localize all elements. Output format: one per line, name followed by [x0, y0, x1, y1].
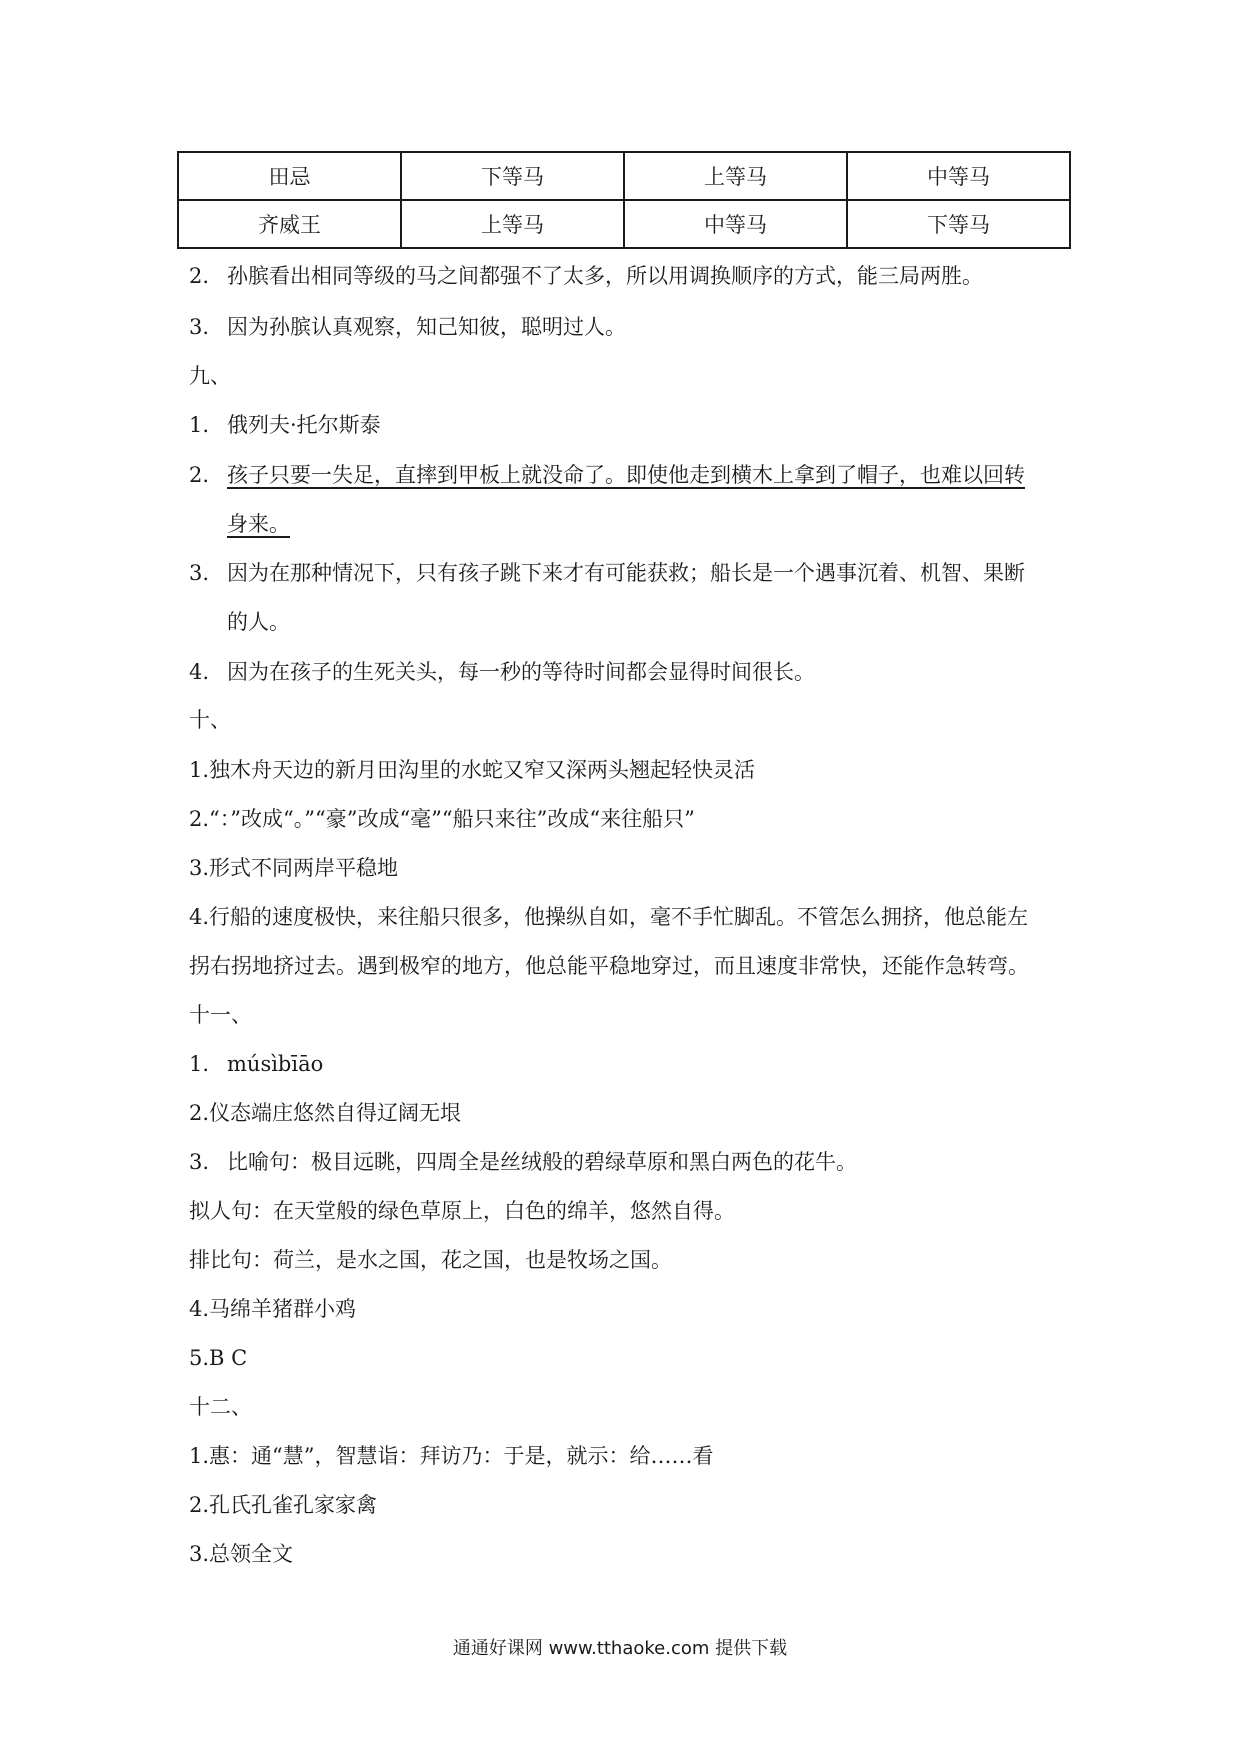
answer-text: 因为孙膑认真观察，知己知彼，聪明过人。 [227, 315, 626, 339]
item-number: 3. [189, 315, 210, 339]
answer-line: 4.马绵羊猪群小鸡 [189, 1297, 357, 1321]
item-number: 1. [189, 1052, 210, 1076]
answer-line: 5.B C [189, 1346, 248, 1370]
table-cell: 齐威王 [178, 200, 401, 248]
answer-line: 3.形式不同两岸平稳地 [189, 856, 399, 880]
page-footer: 通通好课网 www.tthaoke.com 提供下载 [452, 1638, 788, 1659]
answer-text: 因为在孩子的生死关头，每一秒的等待时间都会显得时间很长。 [227, 660, 815, 684]
answer-text: músìbīāo [227, 1052, 324, 1076]
section-heading: 十、 [189, 708, 231, 732]
answer-text: 孙膑看出相同等级的马之间都强不了太多，所以用调换顺序的方式，能三局两胜。 [227, 264, 983, 288]
item-number: 1. [189, 413, 210, 437]
item-number: 2. [189, 264, 210, 288]
answer-line: 2.仪态端庄悠然自得辽阔无垠 [189, 1101, 462, 1125]
item-number: 2. [189, 463, 210, 487]
answer-line: 1.独木舟天边的新月田沟里的水蛇又窄又深两头翘起轻快灵活 [189, 758, 756, 782]
horse-race-table [177, 151, 1071, 249]
table-cell: 田忌 [178, 152, 401, 200]
answer-line [189, 262, 983, 290]
answer-line: 3.总领全文 [189, 1542, 294, 1566]
section-heading: 十一、 [189, 1003, 252, 1027]
answer-line [189, 411, 381, 439]
answer-line [189, 1148, 857, 1176]
answer-line [189, 559, 1025, 587]
table-row [178, 200, 1070, 248]
table-cell: 下等马 [847, 200, 1070, 248]
answer-line: 4.行船的速度极快，来往船只很多，他操纵自如，毫不手忙脚乱。不管怎么拥挤，他总能左 [189, 905, 1029, 929]
section-heading: 十二、 [189, 1395, 252, 1419]
answer-line: 2.“：”改成“。”“豪”改成“毫”“船只来往”改成“来往船只” [189, 807, 695, 831]
answer-line [189, 461, 1025, 489]
answer-line: 拐右拐地挤过去。遇到极窄的地方，他总能平稳地穿过，而且速度非常快，还能作急转弯。 [189, 954, 1029, 978]
answer-line [189, 313, 626, 341]
answer-line: 2.孔氏孔雀孔家家禽 [189, 1493, 378, 1517]
item-number: 3. [189, 1150, 210, 1174]
answer-text: 俄列夫·托尔斯泰 [227, 413, 381, 437]
table-cell: 中等马 [847, 152, 1070, 200]
answer-line [189, 658, 815, 686]
answer-line: 1.惠：通“慧”，智慧诣：拜访乃：于是，就示：给……看 [189, 1444, 714, 1468]
answer-line [189, 1050, 323, 1078]
table-cell: 下等马 [401, 152, 624, 200]
table-cell: 上等马 [401, 200, 624, 248]
underlined-answer-text: 身来。 [227, 512, 290, 536]
table-row [178, 152, 1070, 200]
answer-text: 因为在那种情况下，只有孩子跳下来才有可能获救；船长是一个遇事沉着、机智、果断 [227, 561, 1025, 585]
item-number: 3. [189, 561, 210, 585]
underlined-answer-text: 孩子只要一失足，直摔到甲板上就没命了。即使他走到横木上拿到了帽子，也难以回转 [227, 463, 1025, 487]
section-heading: 九、 [189, 364, 231, 388]
answer-line: 排比句：荷兰，是水之国，花之国，也是牧场之国。 [189, 1248, 672, 1272]
answer-text: 比喻句：极目远眺，四周全是丝绒般的碧绿草原和黑白两色的花牛。 [227, 1150, 857, 1174]
table-cell: 中等马 [624, 200, 847, 248]
answer-text: 的人。 [227, 610, 290, 634]
item-number: 4. [189, 660, 210, 684]
table-cell: 上等马 [624, 152, 847, 200]
answer-line: 拟人句：在天堂般的绿色草原上，白色的绵羊，悠然自得。 [189, 1199, 735, 1223]
